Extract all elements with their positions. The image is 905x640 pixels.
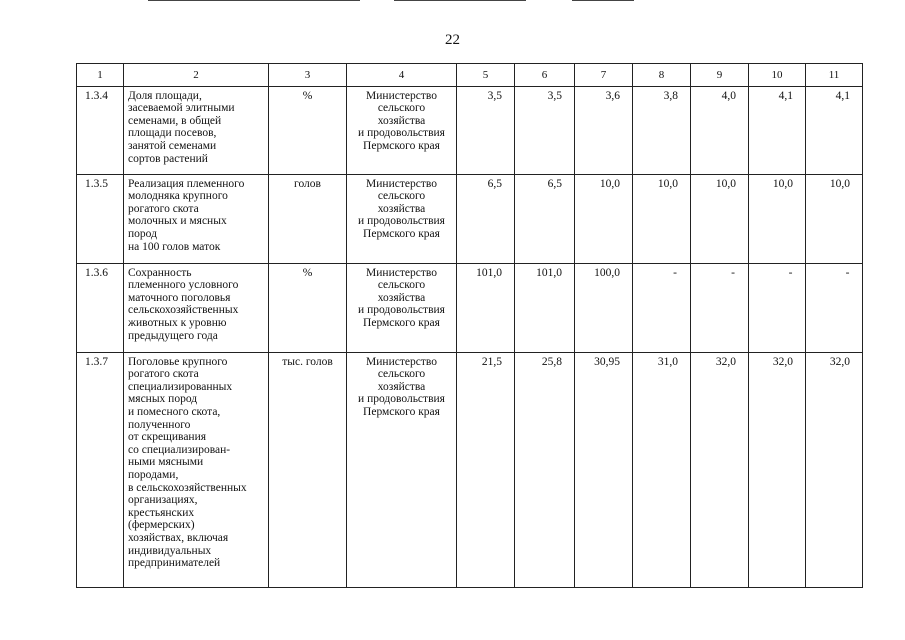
- row-value-cell: 30,95: [575, 352, 633, 587]
- header-cell: 8: [633, 64, 691, 87]
- row-value-cell: 25,8: [515, 352, 575, 587]
- row-name-cell: Сохранность племенного условного маточного поголовья сельскохозяйственных животных к уровню предыдущего года: [124, 263, 269, 352]
- row-value-cell: -: [749, 263, 806, 352]
- row-value-cell: 6,5: [457, 174, 515, 263]
- top-rule-right: [572, 0, 634, 1]
- header-cell: 4: [347, 64, 457, 87]
- header-cell: 10: [749, 64, 806, 87]
- header-cell: 11: [806, 64, 863, 87]
- row-value-cell: 6,5: [515, 174, 575, 263]
- row-value-cell: 32,0: [806, 352, 863, 587]
- row-value-cell: 10,0: [749, 174, 806, 263]
- header-cell: 9: [691, 64, 749, 87]
- row-value-cell: 32,0: [691, 352, 749, 587]
- row-value-cell: 3,5: [515, 86, 575, 174]
- page-number: 22: [445, 32, 460, 48]
- header-cell: 1: [77, 64, 124, 87]
- row-value-cell: 10,0: [691, 174, 749, 263]
- row-value-cell: 10,0: [633, 174, 691, 263]
- row-org-cell: Министерство сельского хозяйства и продовольствия Пермского края: [347, 263, 457, 352]
- row-value-cell: 21,5: [457, 352, 515, 587]
- top-rule-mid: [394, 0, 526, 1]
- row-unit-cell: %: [269, 86, 347, 174]
- row-unit-cell: голов: [269, 174, 347, 263]
- row-code-cell: 1.3.5: [77, 174, 124, 263]
- row-value-cell: 101,0: [457, 263, 515, 352]
- row-org-cell: Министерство сельского хозяйства и продовольствия Пермского края: [347, 352, 457, 587]
- row-value-cell: 31,0: [633, 352, 691, 587]
- row-value-cell: 3,6: [575, 86, 633, 174]
- row-value-cell: 32,0: [749, 352, 806, 587]
- header-cell: 7: [575, 64, 633, 87]
- header-cell: 3: [269, 64, 347, 87]
- row-value-cell: 4,0: [691, 86, 749, 174]
- row-value-cell: 4,1: [749, 86, 806, 174]
- row-value-cell: 3,8: [633, 86, 691, 174]
- row-name-cell: Доля площади, засеваемой элитными семенами, в общей площади посевов, занятой семенами сортов растений: [124, 86, 269, 174]
- row-code-cell: 1.3.4: [77, 86, 124, 174]
- row-org-cell: Министерство сельского хозяйства и продовольствия Пермского края: [347, 86, 457, 174]
- row-org-cell: Министерство сельского хозяйства и продовольствия Пермского края: [347, 174, 457, 263]
- row-unit-cell: %: [269, 263, 347, 352]
- header-cell: 5: [457, 64, 515, 87]
- indicators-table: [76, 63, 863, 588]
- table-row: [77, 352, 863, 587]
- header-row: [77, 64, 863, 87]
- row-value-cell: 4,1: [806, 86, 863, 174]
- row-code-cell: 1.3.6: [77, 263, 124, 352]
- row-value-cell: 10,0: [575, 174, 633, 263]
- row-value-cell: 100,0: [575, 263, 633, 352]
- header-cell: 2: [124, 64, 269, 87]
- header-cell: 6: [515, 64, 575, 87]
- table-row: [77, 263, 863, 352]
- row-value-cell: 10,0: [806, 174, 863, 263]
- row-value-cell: -: [691, 263, 749, 352]
- table-row: [77, 86, 863, 174]
- row-value-cell: 101,0: [515, 263, 575, 352]
- row-name-cell: Поголовье крупного рогатого скота специализированных мясных пород и помесного скота, полученного от скрещивания со специализирован- ными мясными породами, в сельскохозяйственных организациях, крестьянских (фермерских) хозяйствах, включая индивидуальных предпринимателей: [124, 352, 269, 587]
- top-rule-left: [148, 0, 360, 1]
- row-value-cell: 3,5: [457, 86, 515, 174]
- table-row: [77, 174, 863, 263]
- row-unit-cell: тыс. голов: [269, 352, 347, 587]
- row-value-cell: -: [633, 263, 691, 352]
- row-code-cell: 1.3.7: [77, 352, 124, 587]
- row-name-cell: Реализация племенного молодняка крупного рогатого скота молочных и мясных пород на 100 голов маток: [124, 174, 269, 263]
- row-value-cell: -: [806, 263, 863, 352]
